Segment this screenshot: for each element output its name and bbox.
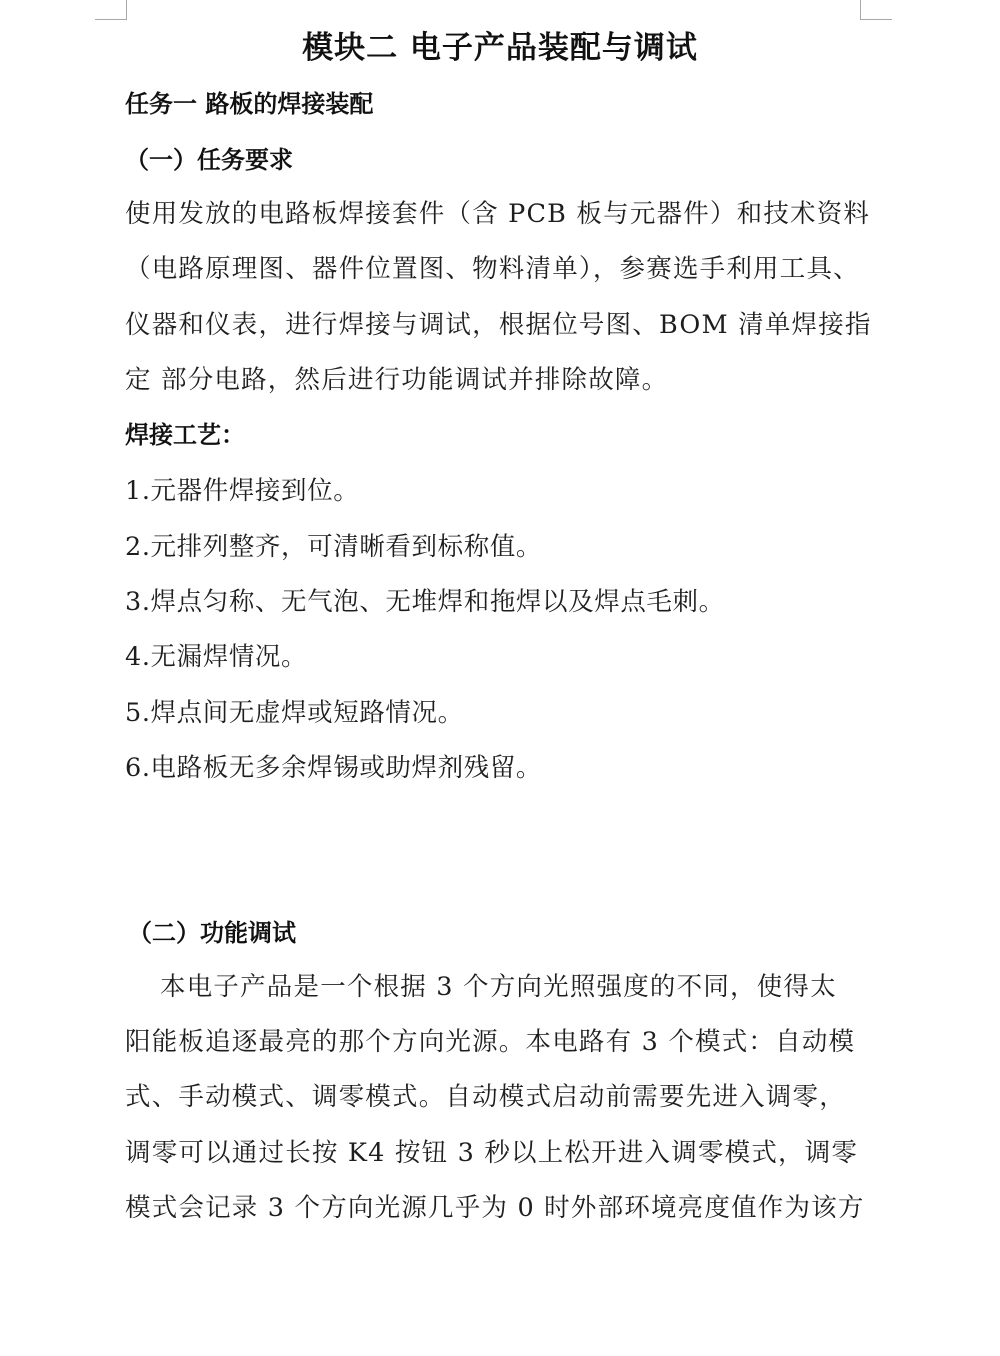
section1-paragraph-line: （电路原理图、器件位置图、物料清单），参赛选手利用工具、: [125, 254, 860, 284]
process-list-item: 3.焊点匀称、无气泡、无堆焊和拖焊以及焊点毛刺。: [125, 587, 725, 617]
section2-paragraph-line: 式、手动模式、调零模式。自动模式启动前需要先进入调零，: [125, 1082, 846, 1112]
section2-paragraph-line: 阳能板追逐最亮的那个方向光源。本电路有 3 个模式：自动模: [125, 1027, 856, 1057]
section1-paragraph-line: 定 部分电路，然后进行功能调试并排除故障。: [125, 365, 669, 395]
section1-heading: （一）任务要求: [125, 145, 293, 174]
document-title: 模块二 电子产品装配与调试: [302, 30, 698, 66]
process-list-item: 4.无漏焊情况。: [125, 642, 308, 672]
process-list-item: 1.元器件焊接到位。: [125, 476, 360, 506]
process-list-item: 5.焊点间无虚焊或短路情况。: [125, 698, 464, 728]
process-list-item: 2.元排列整齐，可清晰看到标称值。: [125, 532, 543, 562]
section2-paragraph-line: 调零可以通过长按 K4 按钮 3 秒以上松开进入调零模式，调零: [125, 1138, 859, 1168]
task-heading: 任务一 路板的焊接装配: [125, 89, 374, 118]
section1-paragraph-line: 使用发放的电路板焊接套件（含 PCB 板与元器件）和技术资料: [125, 199, 871, 229]
crop-mark-top-right-vertical: [860, 0, 861, 20]
section2-paragraph-line: 模式会记录 3 个方向光源几乎为 0 时外部环境亮度值作为该方: [125, 1193, 865, 1223]
crop-mark-top-left-horizontal: [95, 19, 127, 20]
section2-heading: （二）功能调试: [128, 918, 296, 947]
process-heading: 焊接工艺：: [125, 420, 245, 449]
crop-mark-top-right-horizontal: [860, 19, 892, 20]
process-list-item: 6.电路板无多余焊锡或助焊剂残留。: [125, 753, 543, 783]
crop-mark-top-left-vertical: [126, 0, 127, 20]
section1-paragraph-line: 仪器和仪表，进行焊接与调试，根据位号图、BOM 清单焊接指: [125, 310, 872, 340]
section2-paragraph-line: 本电子产品是一个根据 3 个方向光照强度的不同，使得太: [160, 972, 837, 1002]
